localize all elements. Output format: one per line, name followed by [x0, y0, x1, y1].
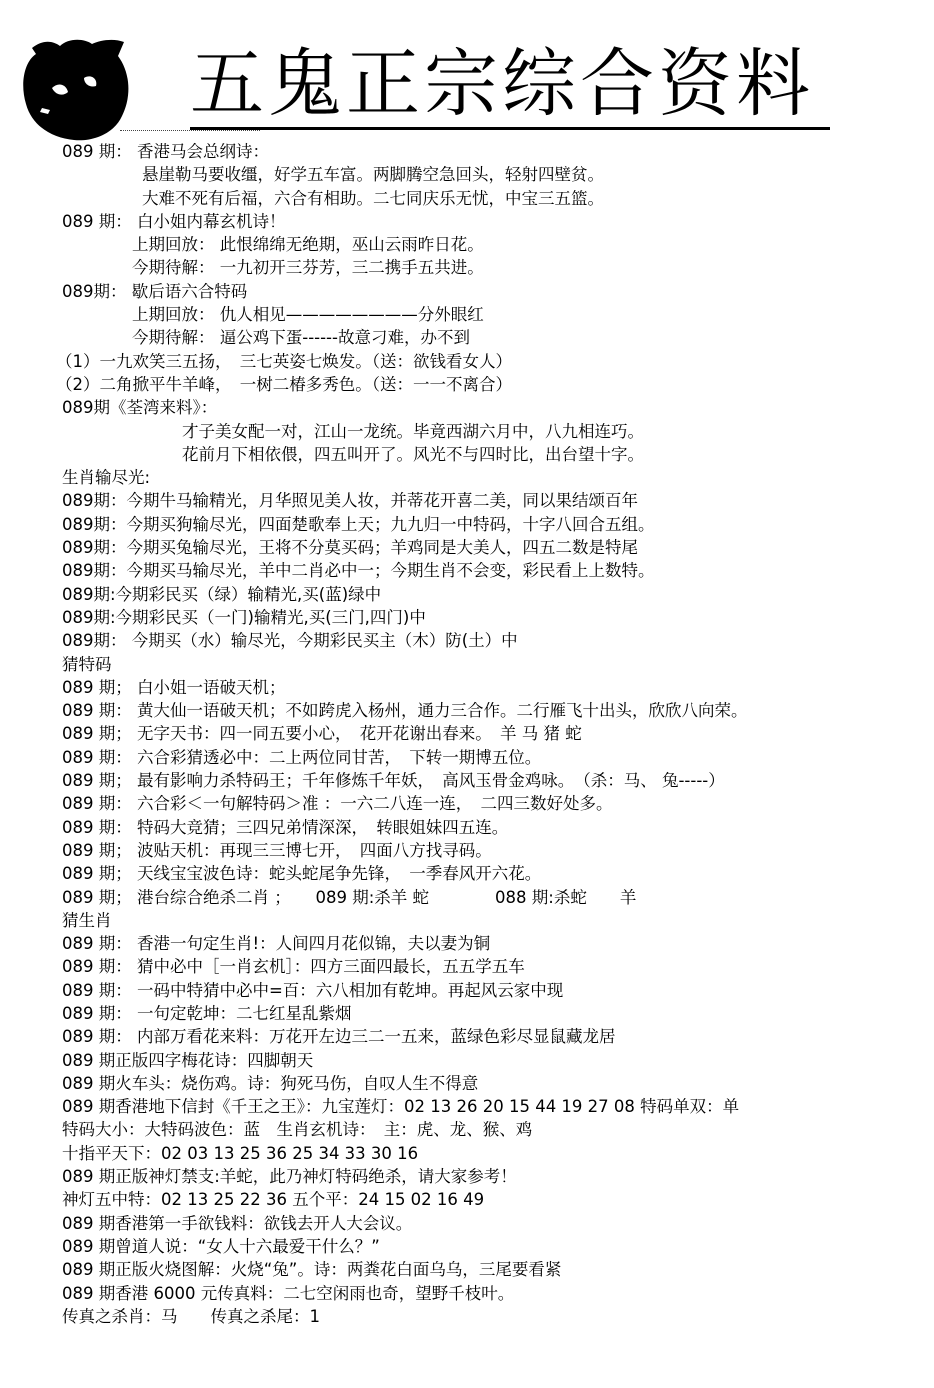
text-line: 089 期香港地下信封《千王之王》：九宝莲灯：02 13 26 20 15 44 19 27 08 特码单双：单 [62, 1097, 740, 1117]
text-line: 悬崖勒马要收缰，好学五车富。两脚腾空急回头，轻射四壁贫。 [142, 165, 604, 185]
text-line: 089期《荃湾来料》： [62, 398, 218, 418]
text-line: 089 期； 白小姐一语破天机； [62, 677, 286, 697]
text-line: 089 期： 六合彩猜透必中：二上两位同甘苦， 下转一期博五位。 [62, 747, 542, 767]
text-line: 花前月下相依偎，四五叫开了。风光不与四时比，出台望十字。 [182, 444, 644, 464]
text-line: （2）二角掀平牛羊峰， 一树二椿多秀色。（送：一一不离合） [56, 374, 512, 394]
text-line: 089 期； 天线宝宝波色诗：蛇头蛇尾争先锋， 一季春风开六花。 [62, 864, 542, 884]
text-line: 089 期： 六合彩＜一句解特码＞准 ：一六二八连一连， 二四三数好处多。 [62, 794, 613, 814]
ghost-logo [22, 38, 134, 142]
text-line: 今期待解： 一九初开三芬芳，三二携手五共进。 [132, 258, 484, 278]
text-line: 今期待解： 逼公鸡下蛋------故意刁难，办不到 [132, 328, 470, 348]
text-line: 089 期； 无字天书：四一同五要小心， 花开花谢出春来。 羊 马 猪 蛇 [62, 724, 582, 744]
text-line: 089 期： 猜中必中［一肖玄机］：四方三面四最长，五五学五车 [62, 957, 525, 977]
text-line: 传真之杀肖：马 传真之杀尾：1 [62, 1306, 320, 1326]
text-line: 089期:今期彩民买（绿）输精光,买(蓝)绿中 [62, 584, 382, 604]
text-line: 089期： 今期买（水）输尽光，今期彩民买主（木）防(土）中 [62, 631, 518, 651]
text-line: 089期：今期买兔输尽光，王将不分莫买码；羊鸡同是大美人，四五二数是特尾 [62, 538, 638, 558]
text-line: 089期： 歇后语六合特码 [62, 281, 248, 301]
text-line: 神灯五中特：02 13 25 22 36 五个平：24 15 02 16 49 [62, 1190, 485, 1210]
page-title: 五鬼正宗综合资料 [190, 40, 830, 130]
text-line: 089 期正版火烧图解：火烧“兔”。诗：两粪花白面乌乌，三尾要看紧 [62, 1260, 562, 1280]
text-line: 089 期： 内部万看花来料：万花开左边三二一五来，蓝绿色彩尽显鼠藏龙居 [62, 1027, 616, 1047]
text-line: 089 期： 一句定乾坤：二七红星乱紫烟 [62, 1003, 352, 1023]
text-line: 089 期： 特码大竞猜；三四兄弟情深深， 转眼姐妹四五连。 [62, 817, 509, 837]
text-line: 089 期曾道人说：“女人十六最爱干什么？” [62, 1236, 380, 1256]
text-line: 089 期正版四字梅花诗：四脚朝天 [62, 1050, 314, 1070]
text-line: 089 期： 黄大仙一语破天机；不如跨虎入杨州，通力三合作。二行雁飞十出头，欣欣八向荣。 [62, 701, 748, 721]
text-line: 089 期火车头：烧伤鸡。诗：狗死马伤，自叹人生不得意 [62, 1073, 479, 1093]
text-line: 089 期； 最有影响力杀特码王；千年修炼千年妖， 高风玉骨金鸡咏。 （杀：马、 兔-----） [62, 771, 725, 791]
text-line: 089期：今期牛马输精光，月华照见美人妆，并蒂花开喜二美，同以果结颂百年 [62, 491, 638, 511]
text-line: 089 期香港 6000 元传真料：二七空闲雨也奇，望野千枝叶。 [62, 1283, 515, 1303]
text-line: 猜特码 [62, 654, 112, 674]
text-line: 上期回放： 仇人相见————————分外眼红 [132, 305, 484, 325]
text-line: 089 期香港第一手欲钱料：欲钱去开人大会议。 [62, 1213, 413, 1233]
text-line: 089 期： 白小姐内幕玄机诗！ [62, 211, 286, 231]
text-line: 089 期： 香港一句定生肖!：人间四月花似锦，夫以妻为铜 [62, 934, 491, 954]
text-line: 089 期正版神灯禁支:羊蛇，此乃神灯特码绝杀，请大家参考！ [62, 1167, 517, 1187]
text-line: 089期:今期彩民买（一门)输精光,买(三门,四门)中 [62, 607, 426, 627]
text-line: 猜生肖 [62, 910, 112, 930]
text-line: 089 期； 波贴天机：再现三三博七开， 四面八方找寻码。 [62, 840, 492, 860]
text-line: 生肖输尽光: [62, 468, 151, 488]
text-line: （1）一九欢笑三五扬， 三七英姿七焕发。（送：欲钱看女人） [56, 351, 512, 371]
text-line: 特码大小：大特码波色：蓝 生肖玄机诗： 主：虎、龙、猴、鸡 [62, 1120, 533, 1140]
text-line: 089 期： 香港马会总纲诗： [62, 142, 269, 161]
text-line: 上期回放： 此恨绵绵无绝期，巫山云雨昨日花。 [132, 235, 484, 255]
text-line: 才子美女配一对，江山一龙统。毕竟西湖六月中，八九相连巧。 [182, 421, 644, 441]
text-line: 089期：今期买狗输尽光，四面楚歌奉上天；九九归一中特码，十字八回合五组。 [62, 514, 655, 534]
document-body [56, 140, 932, 1328]
text-line: 十指平天下：02 03 13 25 36 25 34 33 30 16 [62, 1143, 419, 1163]
text-line: 089 期： 一码中特猜中必中=百：六八相加有乾坤。再起风云家中现 [62, 980, 564, 1000]
text-line: 089 期； 港台综合绝杀二肖 ； 089 期:杀羊 蛇 088 期:杀蛇 羊 [62, 887, 637, 907]
text-line: 大难不死有后福，六合有相助。二七同庆乐无忧，中宝三五篮。 [142, 188, 604, 208]
text-line: 089期：今期买马输尽光，羊中二肖必中一；今期生肖不会变，彩民看上上数特。 [62, 561, 655, 581]
title-divider [120, 130, 260, 135]
